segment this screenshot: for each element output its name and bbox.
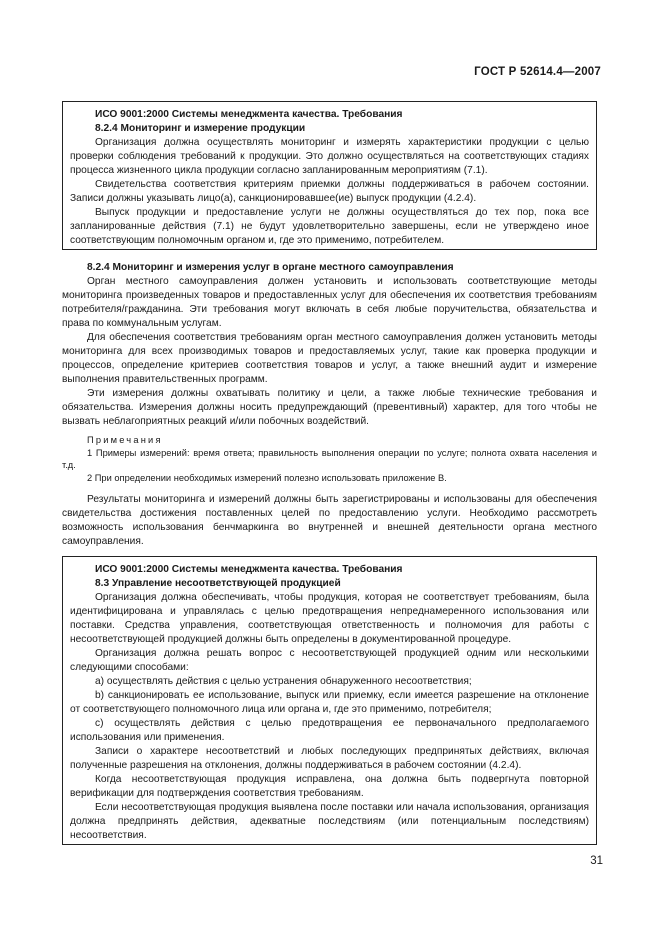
body-paragraph: Эти измерения должны охватывать политику и цели, а также любые технические требования и обязательства. Измерения должны носить предупреждающий (превентивный) характер, для того чтобы не вызвать неблагоприятных реакций и/или побочных воздействий. <box>62 388 597 427</box>
box-paragraph: Записи о характере несоответствий и любых последующих предпринятых действиях, включая полученные разрешения на отклонения, должны поддерживаться в рабочем состоянии (4.2.4). <box>70 746 589 771</box>
notes-label: Примечания <box>87 435 163 445</box>
list-item: с) осуществлять действия с целью предотвращения ее первоначального предполагаемого использования или применения. <box>70 718 589 743</box>
section-heading: 8.2.4 Мониторинг и измерения услуг в органе местного самоуправления <box>87 262 454 273</box>
box-subtitle: 8.3 Управление несоответствующей продукцией <box>95 578 341 589</box>
standard-header: ГОСТ Р 52614.4—2007 <box>474 66 601 78</box>
list-item: b) санкционировать ее использование, выпуск или приемку, если имеется разрешение на отклонение от соответствующего полномочного лица или органа и, где это применимо, потребителя; <box>70 690 589 715</box>
box-paragraph: Свидетельства соответствия критериям приемки должны поддерживаться в рабочем состоянии. Записи должны указывать лицо(а), санкционировавшее(ие) выпуск продукции (4.2.4). <box>70 179 589 204</box>
list-item: а) осуществлять действия с целью устранения обнаруженного несоответствия; <box>95 676 472 687</box>
box-paragraph: Выпуск продукции и предоставление услуги не должны осуществляться до тех пор, пока все запланированные действия (7.1) не будут удовлетворительно завершены, если не утверждено иное соответствующим полномочным органом и, где это применимо, потребителем. <box>70 207 589 246</box>
page-number: 31 <box>590 855 603 867</box>
note-item: 1 Примеры измерений: время ответа; правильность выполнения операции по услуге; полнота охвата населения и т.д. <box>62 447 597 471</box>
body-paragraph: Орган местного самоуправления должен установить и использовать соответствующие методы мониторинга произведенных товаров и предоставленных услуг для обеспечения их соответствия требованиям потребителя/гражданина. Эти требования могут включать в себя любые поручительства, обязательства и права по коммунальным услугам. <box>62 276 597 329</box>
box-paragraph: Когда несоответствующая продукция исправлена, она должна быть подвергнута повторной верификации для подтверждения соответствия требованиям. <box>70 774 589 799</box>
closing-paragraph: Результаты мониторинга и измерений должны быть зарегистрированы и использованы для обеспечения свидетельства достижения поставленных целей по предоставлению услуги. Необходимо рассмотреть возможность использования бенчмаркинга во внутренней и внешней деятельности органа местного самоуправления. <box>62 494 597 548</box>
iso-quote-box-nonconforming <box>62 556 597 845</box>
note-item: 2 При определении необходимых измерений полезно использовать приложение В. <box>87 472 447 483</box>
box-title: ИСО 9001:2000 Системы менеджмента качества. Требования <box>95 109 403 120</box>
box-subtitle: 8.2.4 Мониторинг и измерение продукции <box>95 123 306 134</box>
body-paragraph: Для обеспечения соответствия требованиям орган местного самоуправления должен установить методы мониторинга для всех производимых товаров и предоставляемых услуг, такие как проверка продукции и процессов, определение критериев соответствия товаров и услуг, а также внешний аудит и измерение выполнения правительственных программ. <box>62 332 597 385</box>
box-paragraph: Организация должна обеспечивать, чтобы продукция, которая не соответствует требованиям, была идентифицирована и управлялась с целью предотвращения непреднамеренного использования или поставки. Средства управления, соответствующая ответственность и полномочия для работы с несоответствующей продукцией должны быть определены в документированной процедуре. <box>70 592 589 645</box>
main-section <box>62 261 597 549</box>
box-paragraph: Организация должна решать вопрос с несоответствующей продукцией одним или несколькими следующими способами: <box>70 648 589 673</box>
box-title: ИСО 9001:2000 Системы менеджмента качества. Требования <box>95 564 403 575</box>
box-paragraph: Организация должна осуществлять мониторинг и измерять характеристики продукции с целью проверки соблюдения требований к продукции. Это должно осуществляться на соответствующих стадиях процесса жизненного цикла продукции согласно запланированным мероприятиям (7.1). <box>70 137 589 176</box>
box-paragraph: Если несоответствующая продукция выявлена после поставки или начала использования, организация должна предпринять действия, адекватные последствиям (или потенциальным последствиям) несоответствия. <box>70 802 589 841</box>
iso-quote-box-monitoring <box>62 101 597 250</box>
